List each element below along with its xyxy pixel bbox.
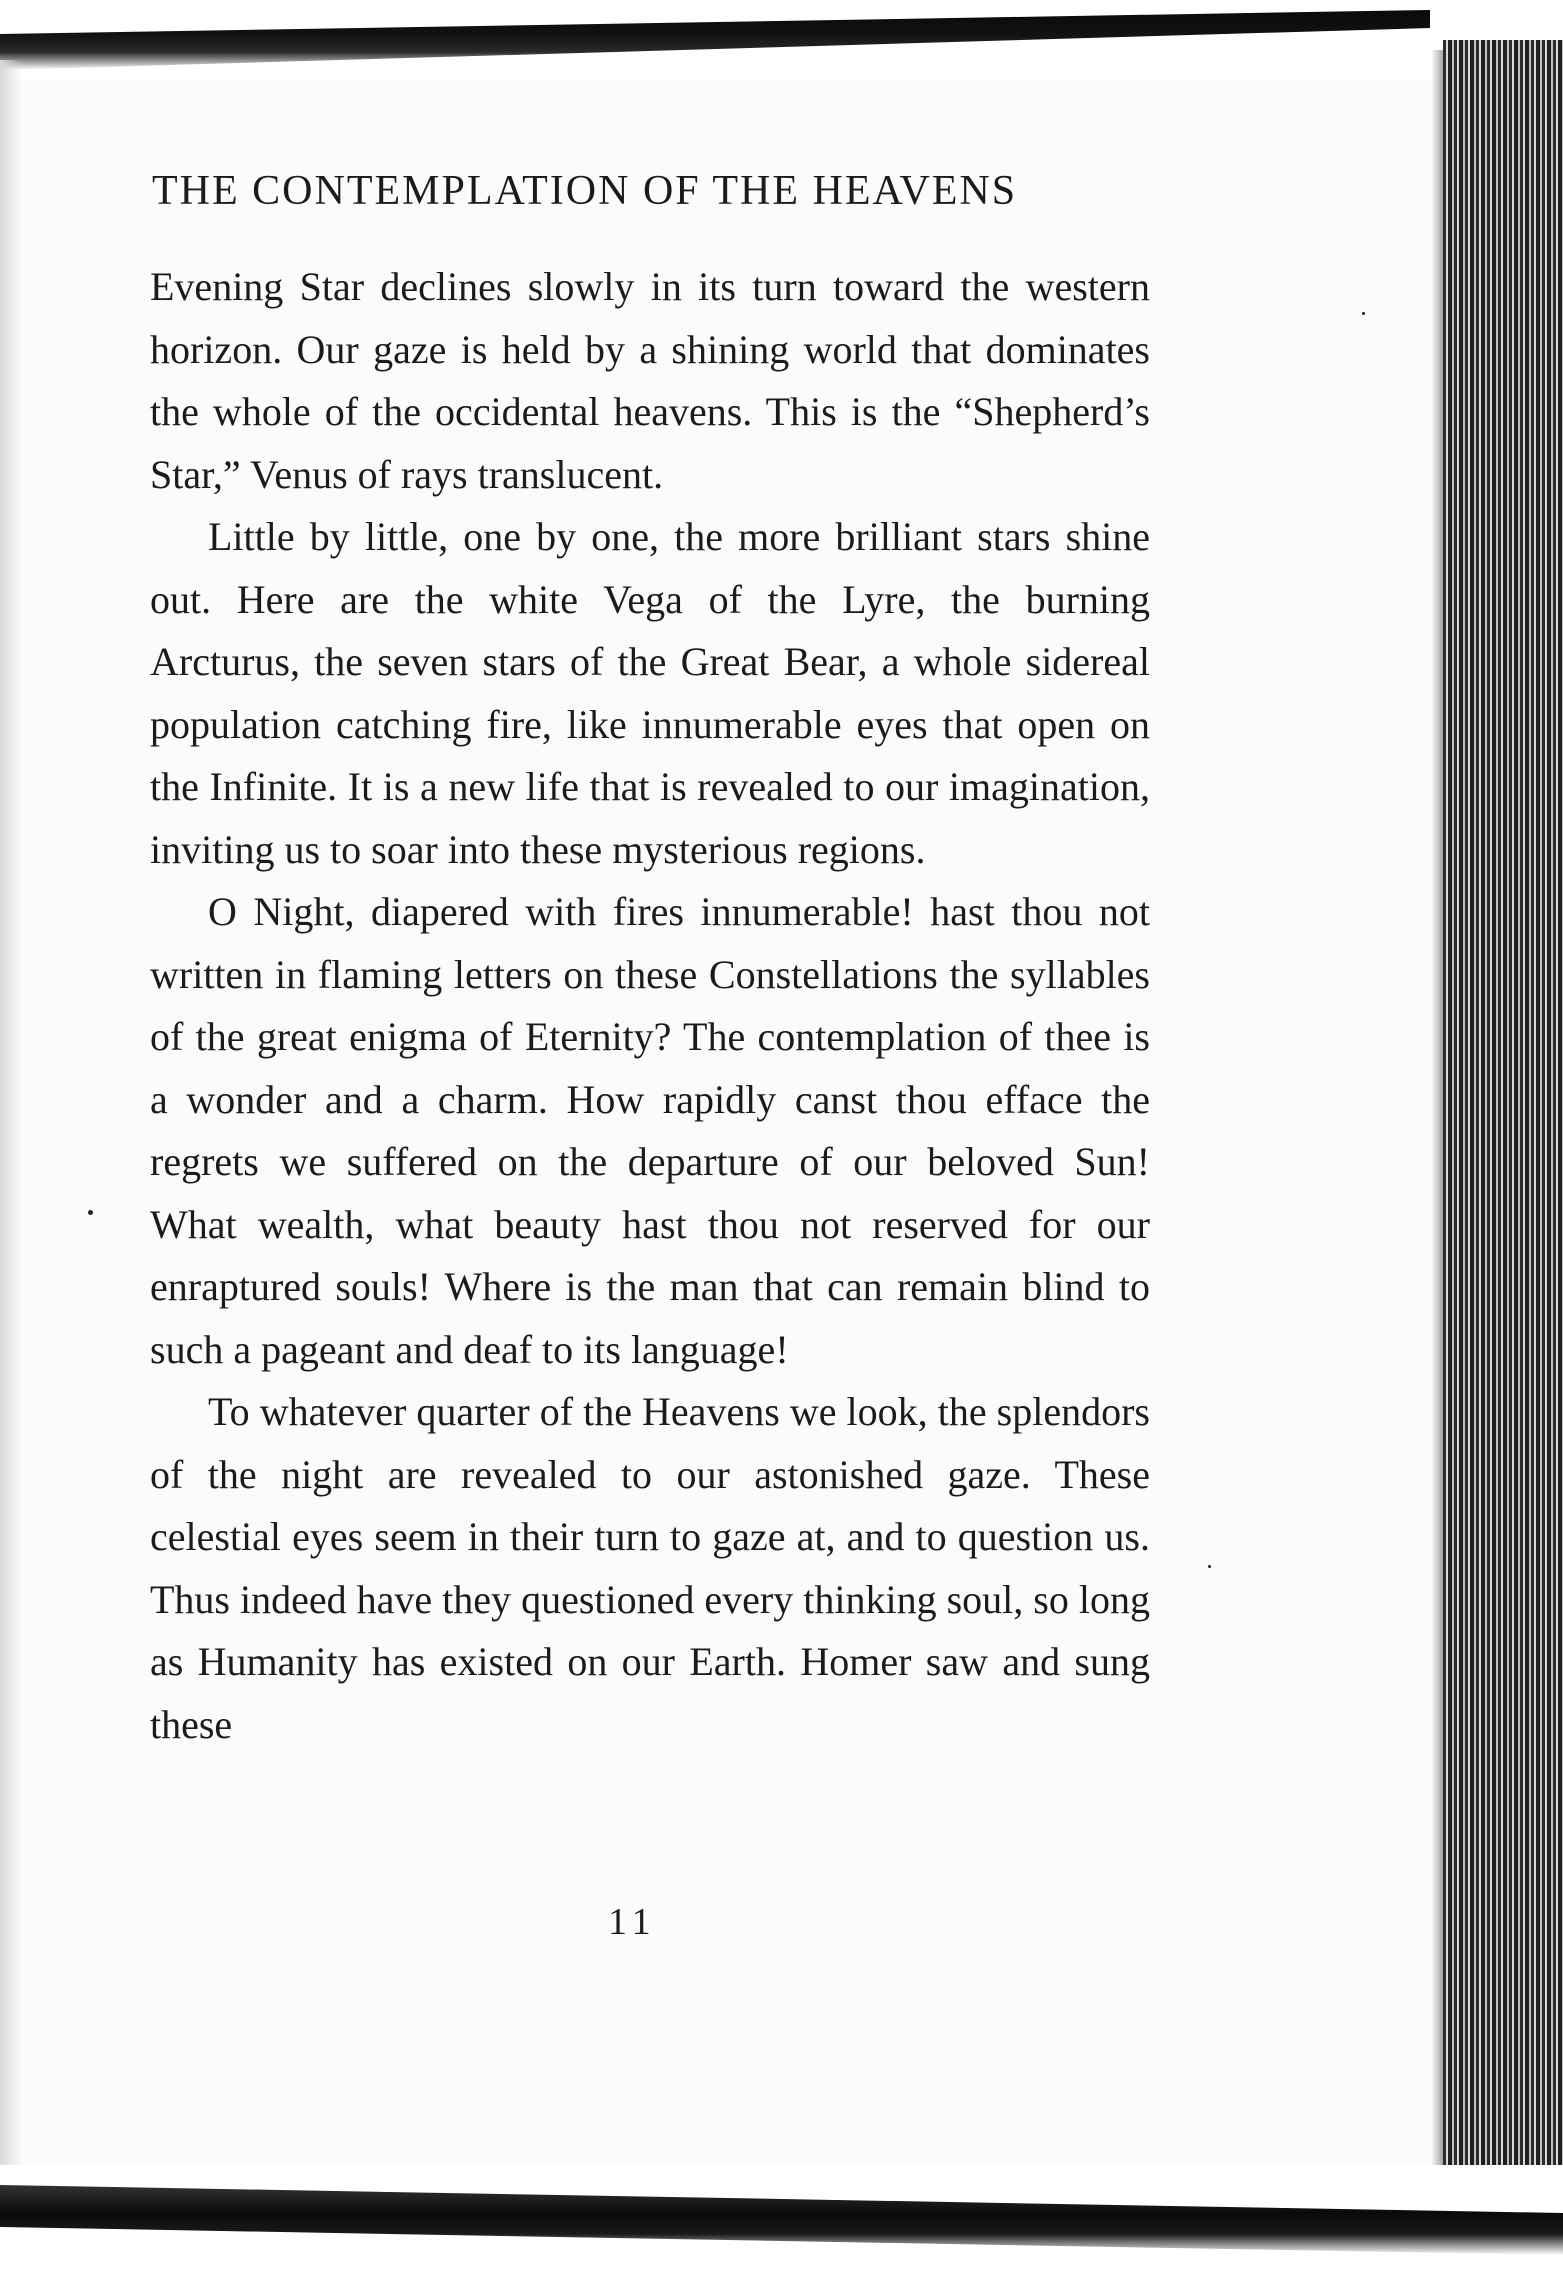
book-page [150, 170, 1150, 1756]
body-text [150, 256, 1150, 1756]
paragraph-4: To whatever quarter of the Heavens we look, the splendors of the night are revealed to our astonished gaze. These celestial eyes seem in their turn to gaze at, and to question us. Thus indeed have they questioned every thinking soul, so long as Humanity has existed on our Earth. Homer saw and sung these [150, 1389, 1150, 1747]
running-head: THE CONTEMPLATION OF THE HEAVENS [152, 168, 1018, 214]
dust-speck [88, 1210, 93, 1215]
dust-speck [1208, 1565, 1211, 1568]
book-edge-stripes [1443, 40, 1563, 2240]
page-edge-shadow [1431, 50, 1443, 2200]
paragraph-1: Evening Star declines slowly in its turn toward the western horizon. Our gaze is held by a shining world that dominates the whole of the occidental heavens. This is the “Shepherd’s Star,” Venus of rays translucent. [150, 264, 1150, 497]
paragraph-3: O Night, diapered with fires innumerable! hast thou not written in flaming letters on these Constellations the syllables of the great enigma of Eternity? The contemplation of thee is a wonder and a charm. How rapidly canst thou efface the regrets we suffered on the departure of our beloved Sun! What wealth, what beauty hast thou not reserved for our enraptured souls! Where is the man that can remain blind to such a pageant and deaf to its language! [150, 889, 1150, 1372]
dust-speck [1362, 312, 1365, 315]
paragraph-2: Little by little, one by one, the more brilliant stars shine out. Here are the white Vega of the Lyre, the burning Arcturus, the seven stars of the Great Bear, a whole sidereal population catching fire, like innumerable eyes that open on the Infinite. It is a new life that is revealed to our imagination, inviting us to soar into these mysterious regions. [150, 514, 1150, 872]
scan-left-shadow [0, 60, 22, 2210]
page-number: 11 [608, 1901, 657, 1943]
